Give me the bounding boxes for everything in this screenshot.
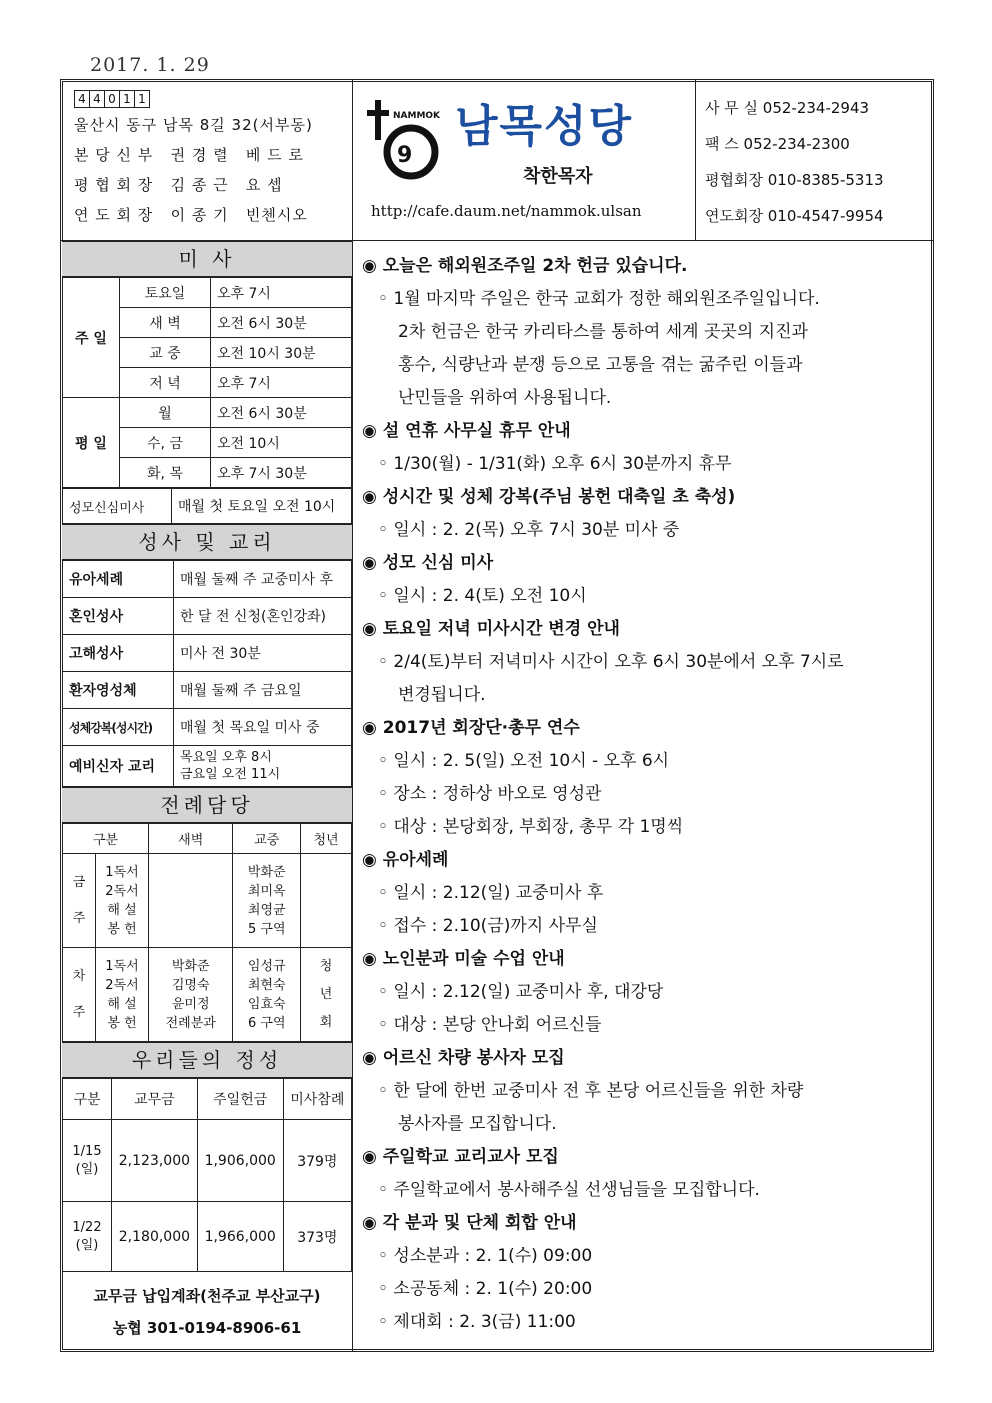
sacraments-title: 성사 및 교리 <box>62 524 352 560</box>
staff-row: 평 협 회 장 김 종 근 요 셉 <box>74 176 283 194</box>
weekday-label: 평 일 <box>63 398 120 488</box>
address: 울산시 동구 남목 8길 32(서부동) <box>74 116 313 134</box>
liturgy-title: 전례담당 <box>62 787 352 823</box>
motto: 착한목자 <box>523 166 593 187</box>
staff-row: 연 도 회 장 이 종 기 빈첸시오 <box>74 206 308 224</box>
header-divider-right <box>695 80 696 240</box>
notice-item: ◉ 어르신 차량 봉사자 모집 ◦ 한 달에 한번 교중미사 전 후 본당 어르신들을 위한 차량 봉사자를 모집합니다. <box>362 1048 804 1134</box>
contact-yeondo: 연도회장 010-4547-9954 <box>705 207 884 225</box>
church-logo-icon <box>365 94 455 184</box>
notice-item: ◉ 설 연휴 사무실 휴무 안내 ◦ 1/30(월) - 1/31(화) 오후 6시 30분까지 휴무 <box>362 421 732 474</box>
offerings-title: 우리들의 정성 <box>62 1042 352 1078</box>
marian-mass-table: 성모신심미사 매월 첫 토요일 오전 10시 <box>62 488 352 524</box>
notice-item: ◉ 주일학교 교리교사 모집 ◦ 주일학교에서 봉사해주실 선생님들을 모집합니다. <box>362 1147 760 1200</box>
column-divider <box>352 80 353 1351</box>
parish-info <box>74 90 313 230</box>
account-number: 농협 301-0194-8906-61 <box>112 1319 302 1337</box>
contact-office: 사 무 실 052-234-2943 <box>705 99 870 117</box>
masthead <box>355 84 690 234</box>
contact-council: 평협회장 010-8385-5313 <box>705 171 884 189</box>
contact-list <box>705 90 884 234</box>
notice-item: ◉ 2017년 회장단·총무 연수 ◦ 일시 : 2. 5(일) 오전 10시 - 오후 6시 ◦ 장소 : 정하상 바오로 영성관 ◦ 대상 : 본당회장, 부회장, 총무 각 1명씩 <box>362 718 684 837</box>
account-title: 교무금 납입계좌(천주교 부산교구) <box>93 1287 321 1305</box>
notice-item: ◉ 토요일 저녁 미사시간 변경 안내 ◦ 2/4(토)부터 저녁미사 시간이 오후 6시 30분에서 오후 7시로 변경됩니다. <box>362 619 844 705</box>
mass-table: 주 일 토요일 오후 7시 새 벽 오전 6시 30분 교 중 오전 10시 30분 저 녁 오후 7시 평 일 월 오전 6시 30분 수, 금 오전 10시 화, 목 오후 7시 30분 <box>62 277 352 488</box>
postal-code: 4 4 0 1 1 <box>74 90 313 108</box>
offerings-table: 구분 교무금 주일헌금 미사참례 1/15 (일) 2,123,000 1,906,000 379명 1/22 (일) 2,180,000 1,966,000 373명 <box>62 1078 352 1272</box>
staff-row: 본 당 신 부 권 경 렬 베 드 로 <box>74 146 304 164</box>
contact-fax: 팩 스 052-234-2300 <box>705 135 850 153</box>
svg-text:9: 9 <box>397 143 413 168</box>
left-column <box>62 241 352 1344</box>
bulletin-date: 2017. 1. 29 <box>90 54 210 76</box>
sacraments-table: 유아세례 매월 둘째 주 교중미사 후 혼인성사 한 달 전 신청(혼인강좌) 고해성사 미사 전 30분 환자영성체 매월 둘째 주 금요일 성체강복(성시간) 매월 첫 목요일 미사 중 예비신자 교리 목요일 오후 8시 금요일 오전 11시 <box>62 560 352 787</box>
notice-item: ◉ 각 분과 및 단체 회합 안내 ◦ 성소분과 : 2. 1(수) 09:00 ◦ 소공동체 : 2. 1(수) 20:00 ◦ 제대회 : 2. 3(금) 11:00 <box>362 1213 593 1332</box>
account-info <box>62 1272 352 1344</box>
cafe-link[interactable]: http://cafe.daum.net/nammok.ulsan <box>371 202 642 220</box>
sunday-label: 주 일 <box>63 278 120 398</box>
notice-item: ◉ 노인분과 미술 수업 안내 ◦ 일시 : 2.12(일) 교중미사 후, 대강당 ◦ 대상 : 본당 안나회 어르신들 <box>362 949 664 1035</box>
notice-item: ◉ 유아세례 ◦ 일시 : 2.12(일) 교중미사 후 ◦ 접수 : 2.10(금)까지 사무실 <box>362 850 604 936</box>
notice-item: ◉ 성모 신심 미사 ◦ 일시 : 2. 4(토) 오전 10시 <box>362 553 587 606</box>
svg-text:NAMMOK: NAMMOK <box>393 111 441 121</box>
notice-item: ◉ 오늘은 해외원조주일 2차 헌금 있습니다. ◦ 1월 마지막 주일은 한국 교회가 정한 해외원조주일입니다. 2차 헌금은 한국 카리타스를 통하여 세계 곳곳의 지진과 홍수, 식량난과 분쟁 등으로 고통을 겪는 굶주린 이들과 난민들을 위하여 사용됩니다. <box>362 256 820 408</box>
liturgy-table: 구분 새벽 교중 청년 금 주 1독서 2독서 해 설 봉 헌 박화준 최미옥 최영균 5 구역 차 주 1독서 2독서 해 설 봉 헌 박화준 김명숙 윤미정 전례분과 임성규 최현숙 임효숙 6 구역 청 년 회 <box>62 823 352 1042</box>
church-name: 남목성당 <box>455 101 634 152</box>
mass-title: 미 사 <box>62 241 352 277</box>
notices-column <box>362 250 927 1339</box>
notice-item: ◉ 성시간 및 성체 강복(주님 봉헌 대축일 초 축성) ◦ 일시 : 2. 2(목) 오후 7시 30분 미사 중 <box>362 487 736 540</box>
